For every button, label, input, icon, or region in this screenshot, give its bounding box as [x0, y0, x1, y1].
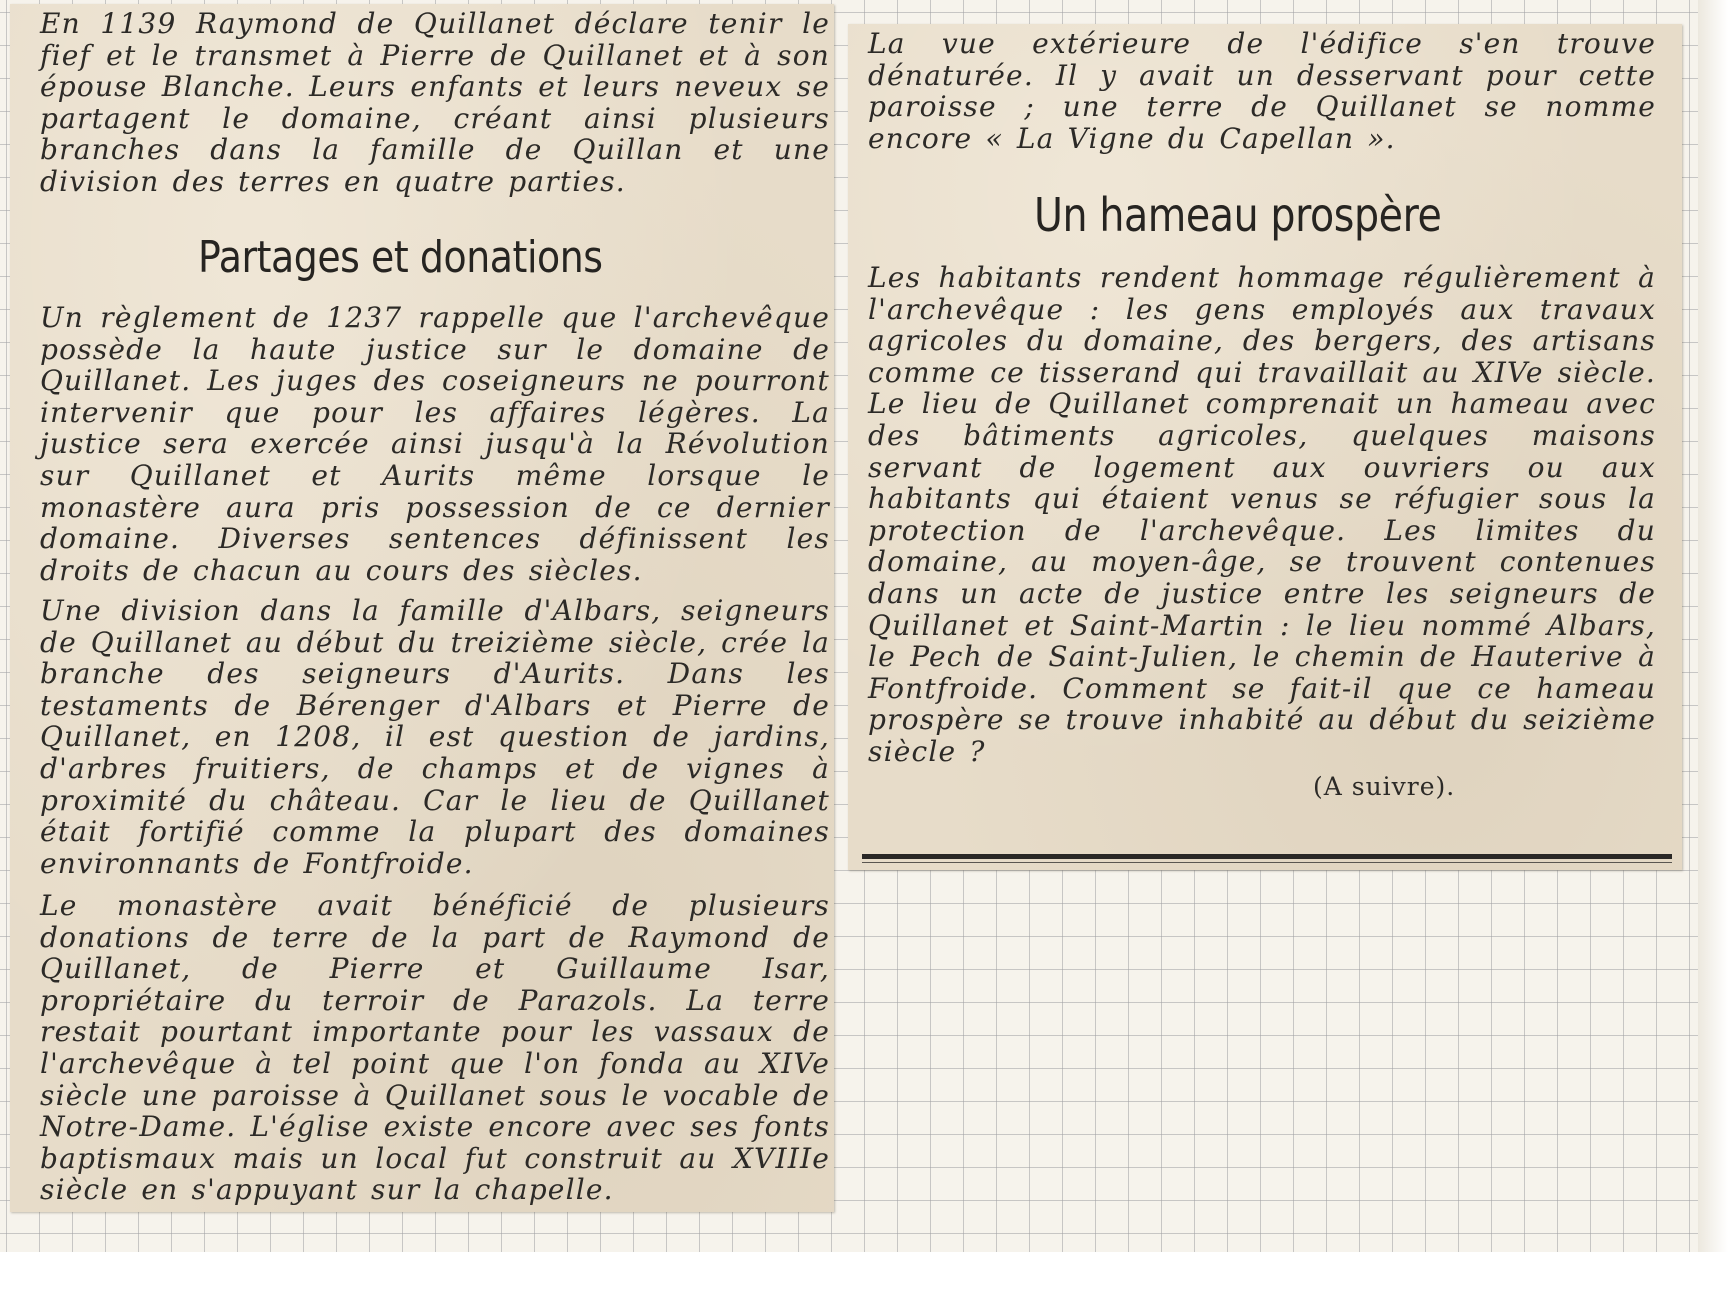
section-heading-hameau: Un hameau prospère	[1034, 188, 1442, 242]
column-end-rule-thin	[862, 862, 1672, 863]
paragraph-monastere: Le monastère avait bénéficié de plusieurs donations de terre de la part de Raymond de Quillanet, de Pierre et Guillaume Isar, propriétaire du terroir de Parazols. La terre restait pourtant importante pour les vassaux de l'archevêque à tel point que l'on fonda au XIVe siècle une paroisse à Quillanet sous le vocable de Notre-Dame. L'église existe encore avec ses fonts baptismaux mais un local fut construit au XVIIIe siècle en s'appuyant sur la chapelle.	[40, 889, 830, 1207]
paragraph-habitants: Les habitants rendent hommage régulièrement à l'archevêque : les gens employés aux travaux agricoles du domaine, des bergers, des artisans comme ce tisserand qui travaillait au XIVe siècle. Le lieu de Quillanet comprenait un hameau avec des bâtiments agricoles, quelques maisons servant de logement aux ouvriers ou aux habitants qui étaient venus se réfugier sous la protection de l'archevêque. Les limites du domaine, au moyen-âge, se trouvent contenues dans un acte de justice entre les seigneurs de Quillanet et Saint-Martin : le lieu nommé Albars, le Pech de Saint-Julien, le chemin de Hauterive à Fontfroide. Comment se fait-il que ce hameau prospère se trouve inhabité au début du seizième siècle ?	[868, 261, 1656, 768]
intro-paragraph: En 1139 Raymond de Quillanet déclare tenir le fief et le transmet à Pierre de Quillanet et à son épouse Blanche. Leurs enfants et leurs neveux se partagent le domaine, créant ainsi plusieurs branches dans la famille de Quillan et une division des terres en quatre parties.	[40, 7, 830, 198]
paragraph-vue-exterieure: La vue extérieure de l'édifice s'en trouve dénaturée. Il y avait un desservant pour cette paroisse ; une terre de Quillanet se nomme encore « La Vigne du Capellan ».	[868, 27, 1656, 155]
continuation-note: (A suivre).	[1313, 772, 1456, 801]
column-end-rule	[862, 854, 1672, 859]
right-newspaper-clipping	[848, 24, 1682, 870]
paper-edge-right	[1698, 0, 1728, 1252]
paragraph-division: Une division dans la famille d'Albars, seigneurs de Quillanet au début du treizième siècle, crée la branche des seigneurs d'Aurits. Dans les testaments de Bérenger d'Albars et Pierre de Quillanet, en 1208, il est question de jardins, d'arbres fruitiers, de champs et de vignes à proximité du château. Car le lieu de Quillanet était fortifié comme la plupart des domaines environnants de Fontfroide.	[40, 594, 830, 880]
section-heading-partages: Partages et donations	[198, 232, 603, 283]
paragraph-reglement: Un règlement de 1237 rappelle que l'archevêque possède la haute justice sur le domaine de Quillanet. Les juges des coseigneurs ne pourront intervenir que pour les affaires légères. La justice sera exercée ainsi jusqu'à la Révolution sur Quillanet et Aurits même lorsque le monastère aura pris possession de ce dernier domaine. Diverses sentences définissent les droits de chacun au cours des siècles.	[40, 301, 830, 587]
paper-edge-bottom	[0, 1252, 1728, 1296]
left-newspaper-clipping	[10, 4, 834, 1212]
